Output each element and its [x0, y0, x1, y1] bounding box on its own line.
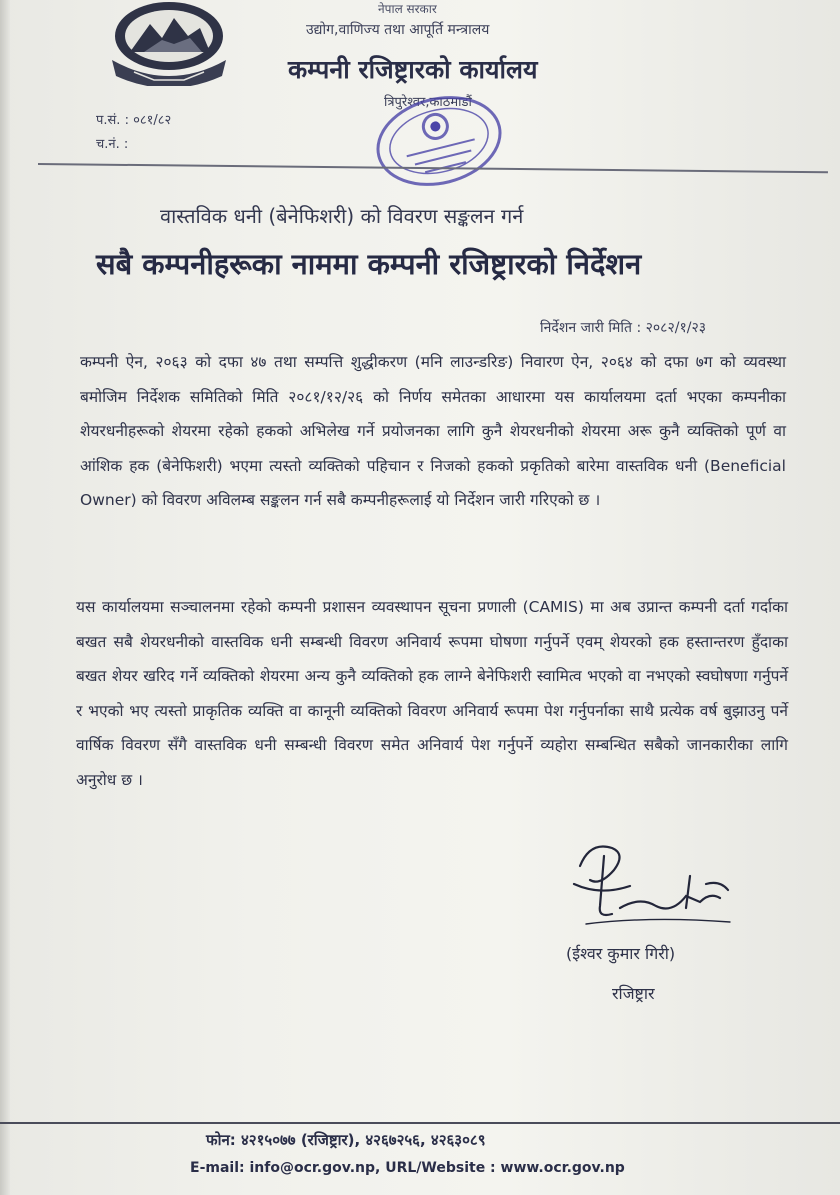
ministry-name: उद्योग,वाणिज्य तथा आपूर्ति मन्त्रालय — [306, 22, 490, 38]
office-name: कम्पनी रजिष्ट्रारको कार्यालय — [288, 55, 538, 84]
letter-reference-number: प.सं. : ०८१/८२ — [96, 113, 172, 128]
footer-email-website: E-mail: info@ocr.gov.np, URL/Website : www.ocr.gov.np — [190, 1160, 625, 1176]
issue-date: निर्देशन जारी मिति : २०८२/१/२३ — [540, 320, 707, 336]
office-stamp-icon — [364, 86, 514, 196]
page-edge-shadow — [0, 0, 10, 1195]
notice-title: सबै कम्पनीहरूका नाममा कम्पनी रजिष्ट्रारको निर्देशन — [96, 247, 642, 281]
signatory-title: रजिष्ट्रार — [612, 984, 655, 1003]
dispatch-number: च.नं. : — [96, 137, 129, 152]
body-paragraph-1: कम्पनी ऐन, २०६३ को दफा ४७ तथा सम्पत्ति शुद्धीकरण (मनि लाउन्डरिङ) निवारण ऐन, २०६४ को दफा ७ग को व्यवस्था बमोजिम निर्देशक समितिको मिति २०८१/१२/२६ को निर्णय समेतका आधारमा यस कार्यालयमा दर्ता भएका कम्पनीका शेयरधनीहरूको शेयरमा रहेको हकको अभिलेख गर्ने प्रयोजनका लागि कुनै शेयरधनीको शेयरमा अरू कुनै व्यक्तिको पूर्ण वा आंशिक हक (बेनेफिशरी) भएमा त्यस्तो व्यक्तिको पहिचान र निजको हकको प्रकृतिको बारेमा वास्तविक धनी (Beneficial Owner) को विवरण अविलम्ब सङ्कलन गर्न सबै कम्पनीहरूलाई यो निर्देशन जारी गरिएको छ । — [80, 353, 786, 509]
signatory-name: (ईश्वर कुमार गिरी) — [566, 944, 676, 963]
government-name: नेपाल सरकार — [378, 2, 437, 16]
footer-divider — [0, 1122, 840, 1124]
body-paragraph-2: यस कार्यालयमा सञ्चालनमा रहेको कम्पनी प्रशासन व्यवस्थापन सूचना प्रणाली (CAMIS) मा अब उप्रान्त कम्पनी दर्ता गर्दाका बखत सबै शेयरधनीको वास्तविक धनी सम्बन्धी विवरण अनिवार्य रूपमा घोषणा गर्नुपर्ने एवम् शेयरको हक हस्तान्तरण हुँदाका बखत शेयर खरिद गर्ने व्यक्तिको शेयरमा अन्य कुनै व्यक्तिको हक लाग्ने बेनेफिशरी स्वामित्व भएको वा नभएको स्वघोषणा गर्नुपर्ने र भएको भए त्यस्तो प्राकृतिक व्यक्ति वा कानूनी व्यक्तिको विवरण अनिवार्य रूपमा पेश गर्नुपर्नाका साथै प्रत्येक वर्ष बुझाउनु पर्ने वार्षिक विवरण सँगै वास्तविक धनी सम्बन्धी विवरण समेत अनिवार्य पेश गर्नुपर्ने व्यहोरा सम्बन्धित सबैको जानकारीका लागि अनुरोध छ । — [76, 598, 788, 789]
signature-icon — [560, 836, 750, 936]
nepal-emblem-icon — [104, 0, 234, 86]
office-location: त्रिपुरेश्वर,काठमाडौं — [384, 95, 472, 110]
notice-subject: वास्तविक धनी (बेनेफिशरी) को विवरण सङ्कलन गर्न — [160, 204, 524, 228]
footer-phone-numbers: फोन: ४२१५०७७ (रजिष्ट्रार), ४२६७२५६, ४२६३०८९ — [206, 1131, 486, 1149]
